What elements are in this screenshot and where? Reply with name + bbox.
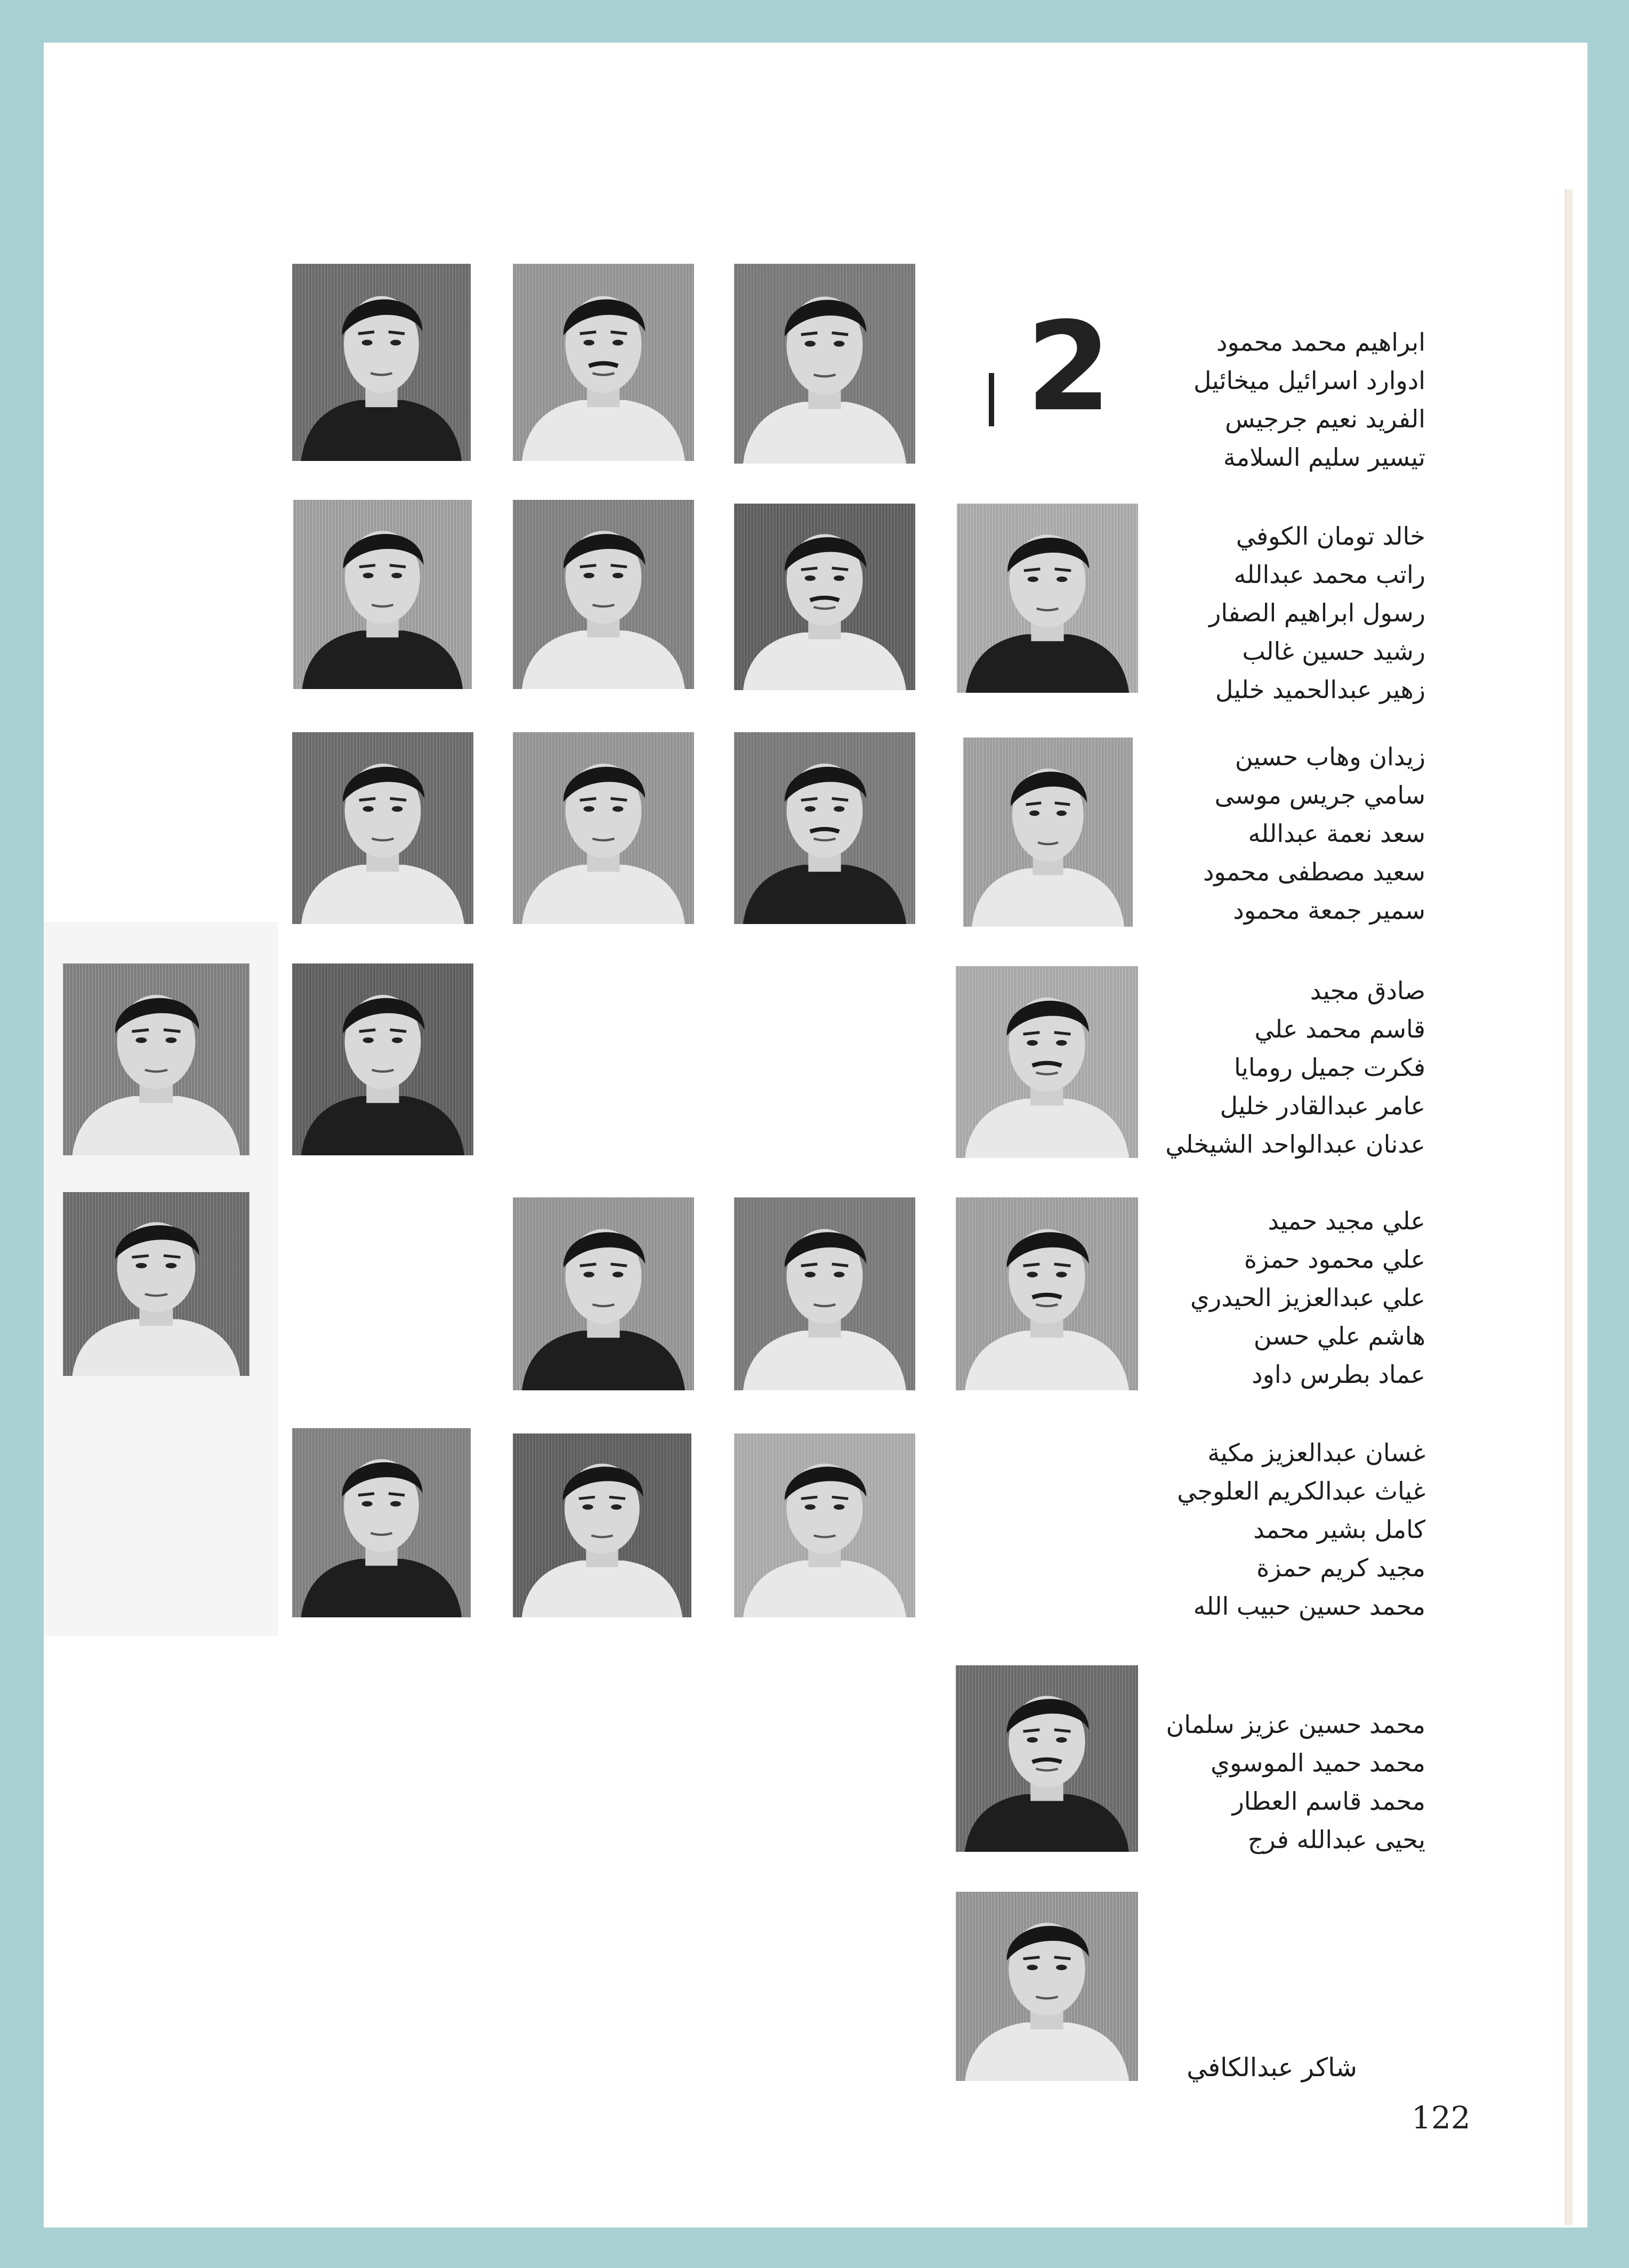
student-name: ابراهيم محمد محمود	[1216, 328, 1425, 357]
student-portrait	[956, 1665, 1138, 1852]
student-name: زهير عبدالحميد خليل	[1215, 675, 1425, 704]
portrait-icon	[292, 264, 471, 461]
names-group-7	[1127, 1705, 1425, 1859]
portrait-icon	[734, 732, 915, 924]
portrait-icon	[734, 1197, 915, 1390]
portrait-icon	[963, 738, 1133, 927]
student-portrait	[513, 1433, 691, 1617]
student-portrait	[513, 732, 694, 924]
student-portrait	[734, 732, 915, 924]
student-portrait	[956, 1197, 1138, 1390]
portrait-icon	[956, 1665, 1138, 1852]
student-name: محمد حسين حبيب الله	[1193, 1592, 1425, 1621]
student-name: فكرت جميل رومايا	[1234, 1053, 1425, 1082]
student-portrait	[734, 264, 915, 464]
student-name: سعد نعمة عبدالله	[1248, 819, 1425, 848]
portrait-icon	[513, 1433, 691, 1617]
portrait-icon	[956, 1892, 1138, 2081]
student-name: علي محمود حمزة	[1244, 1245, 1425, 1274]
student-portrait	[734, 504, 915, 690]
student-portrait	[956, 966, 1138, 1158]
portrait-icon	[63, 963, 249, 1155]
names-group-5	[1127, 1202, 1425, 1394]
student-portrait	[513, 1197, 694, 1390]
student-name: راتب محمد عبدالله	[1233, 560, 1425, 589]
page-edge	[1565, 189, 1572, 2225]
portrait-icon	[513, 1197, 694, 1390]
photo-caption: شاكر عبدالكافي	[1187, 2053, 1357, 2083]
student-portrait	[292, 963, 473, 1155]
portrait-icon	[957, 504, 1138, 693]
student-name: يحيى عبدالله فرج	[1247, 1825, 1425, 1854]
names-group-6	[1127, 1433, 1425, 1625]
student-portrait	[957, 504, 1138, 693]
student-portrait	[63, 1192, 249, 1376]
student-name: رسول ابراهيم الصفار	[1209, 598, 1425, 627]
student-name: محمد قاسم العطار	[1232, 1787, 1425, 1816]
student-name: مجيد كريم حمزة	[1256, 1553, 1425, 1582]
portrait-icon	[513, 264, 694, 461]
student-portrait	[292, 264, 471, 461]
student-portrait	[293, 500, 472, 689]
section-number: 2	[1026, 296, 1112, 439]
portrait-icon	[293, 500, 472, 689]
names-group-2	[1127, 517, 1425, 709]
student-portrait	[734, 1433, 915, 1617]
portrait-icon	[292, 963, 473, 1155]
student-portrait	[513, 500, 694, 689]
portrait-icon	[63, 1192, 249, 1376]
student-name: تيسير سليم السلامة	[1223, 443, 1425, 472]
section-mark	[989, 373, 994, 426]
student-name: علي مجيد حميد	[1268, 1206, 1425, 1235]
student-name: محمد حسين عزيز سلمان	[1166, 1710, 1425, 1739]
student-portrait	[513, 264, 694, 461]
student-name: صادق مجيد	[1310, 976, 1425, 1005]
portrait-icon	[734, 504, 915, 690]
portrait-icon	[292, 1428, 471, 1617]
student-name: خالد تومان الكوفي	[1236, 522, 1425, 550]
student-name: عامر عبدالقادر خليل	[1220, 1091, 1425, 1120]
student-name: كامل بشير محمد	[1253, 1515, 1425, 1544]
portrait-icon	[292, 732, 473, 924]
student-name: محمد حميد الموسوي	[1211, 1748, 1425, 1777]
names-group-3	[1127, 738, 1425, 929]
student-name: ادوارد اسرائيل ميخائيل	[1193, 366, 1425, 395]
student-name: سمير جمعة محمود	[1233, 896, 1425, 925]
student-name: قاسم محمد علي	[1254, 1015, 1425, 1043]
student-name: غياث عبدالكريم العلوجي	[1177, 1477, 1425, 1505]
student-name: غسان عبدالعزيز مكية	[1207, 1438, 1425, 1467]
portrait-icon	[956, 1197, 1138, 1390]
portrait-icon	[513, 500, 694, 689]
portrait-icon	[734, 1433, 915, 1617]
student-name: علي عبدالعزيز الحيدري	[1190, 1283, 1425, 1312]
student-portrait	[963, 738, 1133, 927]
portrait-icon	[956, 966, 1138, 1158]
student-name: عدنان عبدالواحد الشيخلي	[1165, 1130, 1425, 1159]
student-portrait	[292, 1428, 471, 1617]
student-name: رشيد حسين غالب	[1242, 637, 1425, 666]
student-name: الفريد نعيم جرجيس	[1225, 404, 1425, 433]
student-portrait	[956, 1892, 1138, 2081]
student-name: زيدان وهاب حسين	[1235, 742, 1425, 771]
portrait-icon	[734, 264, 915, 464]
portrait-icon	[513, 732, 694, 924]
page-number: 122	[1412, 2100, 1471, 2136]
student-name: عماد بطرس داود	[1252, 1360, 1425, 1389]
student-name: هاشم علي حسن	[1253, 1322, 1425, 1350]
student-name: سعيد مصطفى محمود	[1203, 857, 1425, 886]
student-portrait	[63, 963, 249, 1155]
names-group-1	[1127, 323, 1425, 476]
student-portrait	[292, 732, 473, 924]
student-portrait	[734, 1197, 915, 1390]
names-group-4	[1127, 971, 1425, 1163]
student-name: سامي جريس موسى	[1214, 781, 1425, 809]
